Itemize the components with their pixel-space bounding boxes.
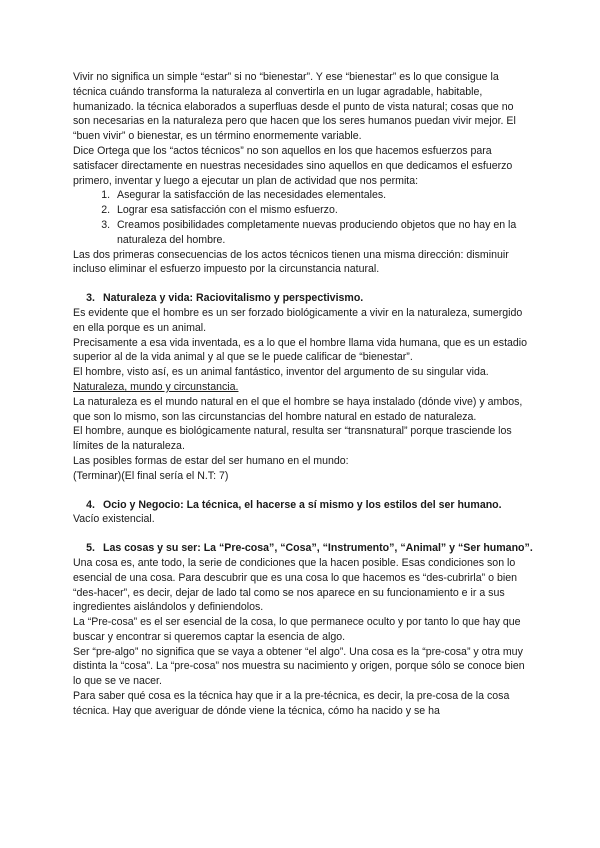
section-5-heading	[73, 541, 533, 556]
section-5-paragraph-3: Ser “pre-algo” no significa que se vaya a obtener “el algo”. Una cosa es la “pre-cosa” y otra muy distinta la “cosa”. La “pre-cosa” nos muestra su nacimiento y origen, porque sólo se conoce bien lo que se ve nacer.	[73, 645, 525, 688]
section-3-heading	[73, 291, 533, 306]
section-4-heading	[73, 498, 533, 513]
list-item: 1. Asegurar la satisfacción de las necesidades elementales.	[113, 188, 533, 203]
intro-paragraph-3: Las dos primeras consecuencias de los actos técnicos tienen una misma dirección: disminuir incluso eliminar el esfuerzo impuesto por la circunstancia natural.	[73, 248, 509, 276]
list-item: 2. Lograr esa satisfacción con el mismo esfuerzo.	[113, 203, 533, 218]
section-3-paragraph-6: Las posibles formas de estar del ser humano en el mundo:	[73, 454, 349, 467]
section-5-paragraph-4: Para saber qué cosa es la técnica hay que ir a la pre-técnica, es decir, la pre-cosa de la cosa técnica. Hay que averiguar de dónde viene la técnica, cómo ha nacido y se ha	[73, 690, 510, 717]
section-number: 5.	[86, 542, 95, 555]
technical-acts-list	[73, 188, 533, 247]
section-number: 4.	[86, 498, 95, 511]
section-4-paragraph-1: Vacío existencial.	[73, 513, 155, 526]
section-3-paragraph-4: La naturaleza es el mundo natural en el que el hombre se haya instalado (dónde vive) y ambos, que son lo mismo, son las circunstancias del hombre natural en estado de naturaleza.	[73, 395, 523, 423]
section-3-paragraph-5: El hombre, aunque es biológicamente natural, resulta ser “transnatural” porque trasciende los límites de la naturaleza.	[73, 425, 512, 453]
section-title: Las cosas y su ser: La “Pre-cosa”, “Cosa”, “Instrumento”, “Animal” y “Ser humano”.	[103, 542, 533, 555]
list-item: 3. Creamos posibilidades completamente nuevas produciendo objetos que no hay en la naturaleza del hombre.	[113, 218, 533, 248]
section-title: Naturaleza y vida: Raciovitalismo y perspectivismo.	[103, 292, 364, 305]
intro-paragraph-2: Dice Ortega que los “actos técnicos” no son aquellos en los que hacemos esfuerzos para satisfacer directamente en nuestras necesidades sino aquellos en que dedicamos el esfuerzo primero, inventar y luego a ejecutar un plan de actividad que nos permita:	[73, 144, 513, 187]
section-3-paragraph-3: El hombre, visto así, es un animal fantástico, inventor del argumento de su singular vida.	[73, 366, 489, 379]
section-3-paragraph-7: (Terminar)(El final sería el N.T: 7)	[73, 469, 229, 482]
section-number: 3.	[86, 292, 95, 305]
section-3-paragraph-1: Es evidente que el hombre es un ser forzado biológicamente a vivir en la naturaleza, sumergido en ella porque es un animal.	[73, 306, 523, 334]
section-5-paragraph-1: Una cosa es, ante todo, la serie de condiciones que la hacen posible. Esas condiciones son lo esencial de una cosa. Para descubrir que es una cosa lo que hacemos es “des-cubrirla” o bien “des-hacer”, es decir, dejar de lado tal como se nos aparece en su funcionamiento e ir a sus ingredientes aislándolos y definiendolos.	[73, 556, 518, 614]
document-page	[73, 70, 533, 719]
section-3-paragraph-2: Precisamente a esa vida inventada, es a lo que el hombre llama vida humana, que es un estadio superior al de la vida animal y al que se le puede calificar de “bienestar”.	[73, 336, 528, 364]
section-5-paragraph-2: La “Pre-cosa” es el ser esencial de la cosa, lo que permanece oculto y por tanto lo que hay que buscar y encontrar si queremos captar la esencia de algo.	[73, 616, 521, 643]
intro-paragraph-1: Vivir no significa un simple “estar” si no “bienestar”. Y ese “bienestar” es lo que consigue la técnica cuándo transforma la naturaleza al convertirla en un lugar agradable, habitable, humanizado. la técnica elaborados a superfluas desde el punto de vista natural; cosas que no son necesarias en la naturaleza pero que hacen que los seres humanos puedan vivir mejor. El “buen vivir” o bienestar, es un término enormemente variable.	[73, 71, 516, 143]
section-title: Ocio y Negocio: La técnica, el hacerse a sí mismo y los estilos del ser humano.	[103, 498, 502, 511]
section-3-subheading: Naturaleza, mundo y circunstancia.	[73, 380, 239, 393]
